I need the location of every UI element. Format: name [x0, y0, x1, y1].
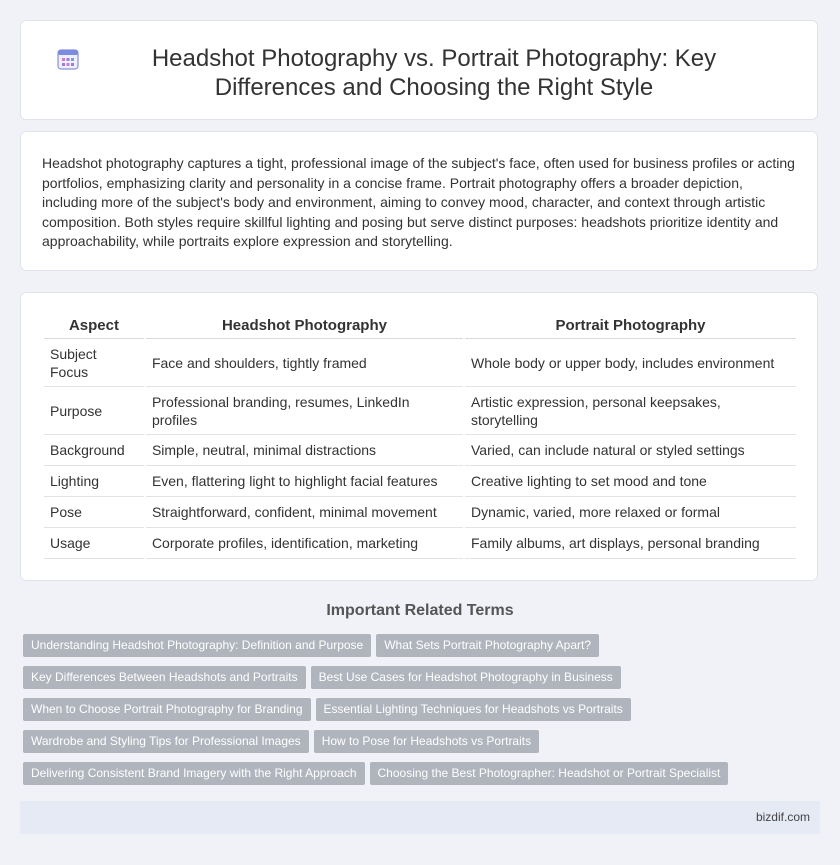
table-row — [44, 387, 796, 435]
comparison-table — [42, 313, 798, 559]
intro-card — [20, 131, 818, 271]
table-row — [44, 339, 796, 387]
related-term-link[interactable]: Choosing the Best Photographer: Headshot or Portrait Specialist — [370, 762, 729, 785]
related-term-link[interactable]: Best Use Cases for Headshot Photography in Business — [311, 666, 621, 689]
related-terms-heading: Important Related Terms — [326, 602, 514, 619]
related-term-link[interactable]: Delivering Consistent Brand Imagery with the Right Approach — [23, 762, 365, 785]
table-row — [44, 466, 796, 497]
table-cell: Usage — [44, 528, 144, 559]
related-term-link[interactable]: When to Choose Portrait Photography for Branding — [23, 698, 311, 721]
table-header-portrait: Portrait Photography — [465, 313, 796, 339]
intro-paragraph: Headshot photography captures a tight, professional image of the subject's face, often used for business profiles or acting portfolios, emphasizing clarity and personality in a concise frame. Portrait photography offers a broader depiction, including more of the subject's body and environment, aiming to convey mood, character, and context through artistic composition. Both styles require skillful lighting and posing but serve distinct purposes: headshots prioritize identity and approachability, while portraits explore expression and storytelling. — [42, 155, 795, 249]
table-cell: Lighting — [44, 466, 144, 497]
footer-brand[interactable]: bizdif.com — [755, 810, 810, 824]
related-term-link[interactable]: What Sets Portrait Photography Apart? — [376, 634, 599, 657]
table-cell: Simple, neutral, minimal distractions — [146, 435, 463, 466]
table-row — [44, 528, 796, 559]
related-term-link[interactable]: How to Pose for Headshots vs Portraits — [314, 730, 539, 753]
table-row — [44, 497, 796, 528]
table-header-aspect: Aspect — [44, 313, 144, 339]
table-cell: Background — [44, 435, 144, 466]
related-terms-list — [23, 634, 823, 794]
footer — [20, 801, 820, 834]
table-cell: Subject Focus — [44, 339, 144, 387]
related-term-link[interactable]: Understanding Headshot Photography: Definition and Purpose — [23, 634, 371, 657]
table-cell: Pose — [44, 497, 144, 528]
table-cell: Professional branding, resumes, LinkedIn profiles — [146, 387, 463, 435]
table-cell: Creative lighting to set mood and tone — [465, 466, 796, 497]
table-cell: Straightforward, confident, minimal movement — [146, 497, 463, 528]
page-title: Headshot Photography vs. Portrait Photography: Key Differences and Choosing the Right Style — [151, 45, 717, 101]
header-card — [20, 20, 818, 120]
table-cell: Purpose — [44, 387, 144, 435]
related-term-link[interactable]: Key Differences Between Headshots and Portraits — [23, 666, 306, 689]
table-cell: Face and shoulders, tightly framed — [146, 339, 463, 387]
related-term-link[interactable]: Wardrobe and Styling Tips for Professional Images — [23, 730, 309, 753]
table-cell: Whole body or upper body, includes environment — [465, 339, 796, 387]
table-cell: Corporate profiles, identification, marketing — [146, 528, 463, 559]
comparison-card — [20, 292, 818, 581]
table-cell: Dynamic, varied, more relaxed or formal — [465, 497, 796, 528]
related-term-link[interactable]: Essential Lighting Techniques for Headshots vs Portraits — [316, 698, 631, 721]
table-cell: Artistic expression, personal keepsakes, storytelling — [465, 387, 796, 435]
table-cell: Even, flattering light to highlight facial features — [146, 466, 463, 497]
table-header-headshot: Headshot Photography — [146, 313, 463, 339]
table-cell: Family albums, art displays, personal branding — [465, 528, 796, 559]
table-row — [44, 435, 796, 466]
table-cell: Varied, can include natural or styled settings — [465, 435, 796, 466]
